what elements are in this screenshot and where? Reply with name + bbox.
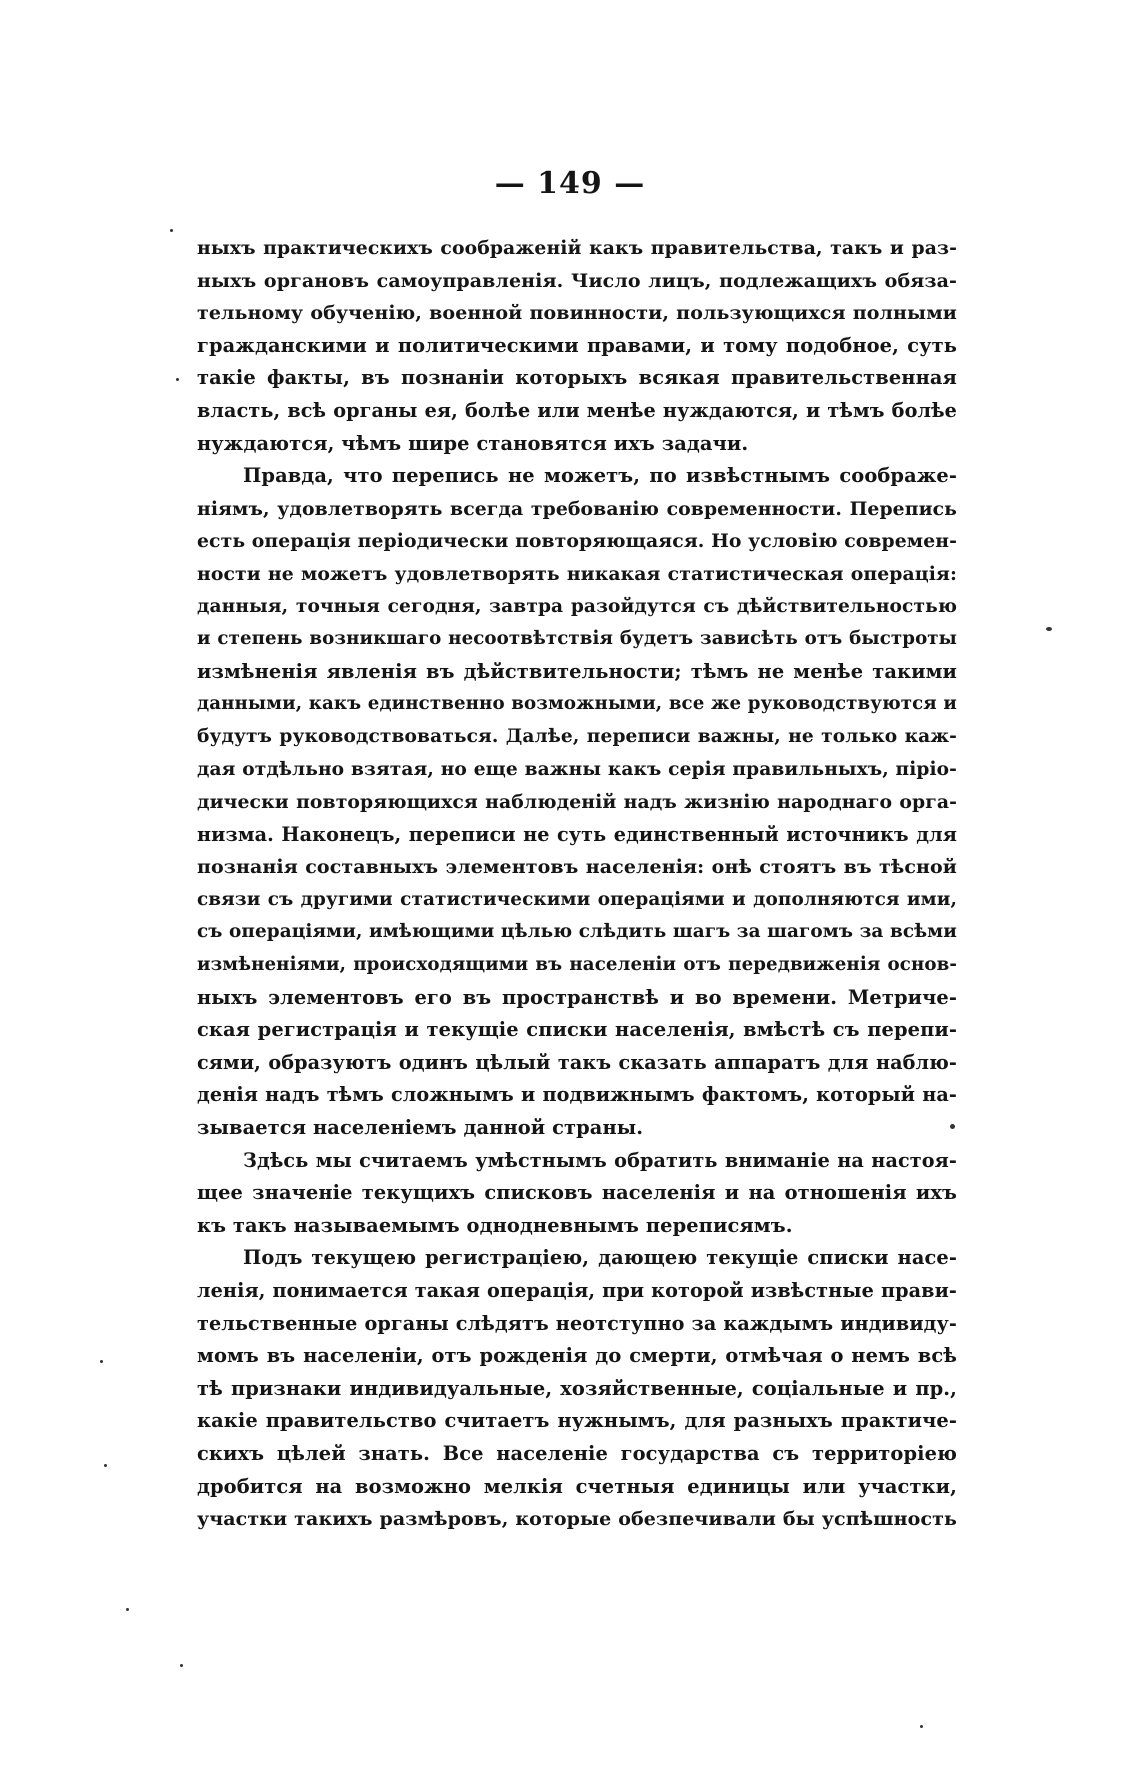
scan-speck bbox=[126, 1608, 129, 1611]
text-line: ленія, понимается такая операція, при которой извѣстные прави- bbox=[197, 1279, 957, 1302]
text-line: такіе факты, въ познаніи которыхъ всякая правительственная bbox=[197, 366, 957, 390]
text-line: измѣненіями, происходящими въ населеніи отъ передвиженія основ- bbox=[197, 954, 957, 976]
text-line: ныхъ элементовъ его въ пространствѣ и во времени. Метриче- bbox=[197, 985, 957, 1009]
text-line: Правда, что перепись не можетъ, по извѣстнымъ соображе- bbox=[243, 464, 957, 488]
text-line: участки такихъ размѣровъ, которые обезпечивали бы успѣшность bbox=[197, 1508, 957, 1531]
text-line: власть, всѣ органы ея, болѣе или менѣе нуждаются, и тѣмъ болѣе bbox=[197, 398, 957, 422]
text-line: данныя, точныя сегодня, завтра разойдутся съ дѣйствительностью bbox=[197, 595, 957, 617]
text-line: нуждаются, чѣмъ шире становятся ихъ задачи. bbox=[197, 431, 749, 455]
text-line: и степень возникшаго несоотвѣтствія будетъ зависѣть отъ быстроты bbox=[197, 628, 957, 650]
text-line: тѣ признаки индивидуальные, хозяйственные, соціальные и пр., bbox=[197, 1376, 957, 1400]
page-number: — 149 — bbox=[494, 166, 646, 201]
text-line: тельному обученію, военной повинности, пользующихся полными bbox=[197, 302, 957, 325]
text-line: ская регистрація и текущіе списки населенія, вмѣстѣ съ перепи- bbox=[197, 1018, 957, 1042]
text-line: момъ въ населеніи, отъ рожденія до смерти, отмѣчая о немъ всѣ bbox=[197, 1344, 957, 1368]
text-line: гражданскими и политическими правами, и тому подобное, суть bbox=[197, 333, 957, 357]
text-line: съ операціями, имѣющими цѣлью слѣдить шагъ за шагомъ за всѣми bbox=[197, 921, 957, 943]
text-line: Здѣсь мы считаемъ умѣстнымъ обратить вниманіе на настоя- bbox=[243, 1148, 957, 1172]
text-line: будутъ руководствоваться. Далѣе, переписи важны, не только каж- bbox=[197, 725, 957, 747]
scan-speck bbox=[920, 1725, 923, 1728]
text-line: есть операція періодически повторяющаяся. Но условію современ- bbox=[197, 530, 957, 553]
text-line: сями, образуютъ одинъ цѣлый такъ сказать аппаратъ для наблю- bbox=[197, 1050, 957, 1074]
text-line: зывается населеніемъ данной страны. bbox=[197, 1116, 644, 1140]
text-line: дически повторяющихся наблюденій надъ жизнію народнаго орга- bbox=[197, 791, 957, 814]
text-line: низма. Наконецъ, переписи не суть единственный источникъ для bbox=[197, 822, 957, 846]
scan-speck bbox=[180, 1664, 183, 1667]
scan-speck bbox=[170, 229, 173, 232]
text-line: ныхъ практическихъ соображеній какъ правительства, такъ и раз- bbox=[197, 237, 957, 259]
text-line: связи съ другими статистическими операціями и дополняются ими, bbox=[197, 888, 957, 910]
text-line: измѣненія явленія въ дѣйствительности; тѣмъ не менѣе такими bbox=[197, 659, 957, 683]
text-line: познанія составныхъ элементовъ населенія: онѣ стоятъ въ тѣсной bbox=[197, 856, 957, 879]
scan-speck bbox=[176, 378, 179, 381]
text-line: какіе правительство считаетъ нужнымъ, для разныхъ практиче- bbox=[197, 1409, 957, 1433]
text-line: Подъ текущею регистраціею, дающею текущіе списки насе- bbox=[243, 1246, 957, 1270]
scan-speck bbox=[104, 1464, 107, 1467]
scan-speck bbox=[1046, 627, 1052, 631]
text-line: дая отдѣльно взятая, но еще важны какъ серія правильныхъ, піріо- bbox=[197, 758, 957, 780]
scan-speck bbox=[950, 1124, 955, 1129]
scan-speck bbox=[100, 1360, 103, 1363]
text-line: ныхъ органовъ самоуправленія. Число лицъ, подлежащихъ обяза- bbox=[197, 269, 957, 292]
text-line: къ такъ называемымъ однодневнымъ переписямъ. bbox=[197, 1213, 793, 1237]
text-line: ности не можетъ удовлетворять никакая статистическая операція: bbox=[197, 562, 957, 585]
text-line: ніямъ, удовлетворять всегда требованію современности. Перепись bbox=[197, 497, 957, 520]
text-line: денія надъ тѣмъ сложнымъ и подвижнымъ фактомъ, который на- bbox=[197, 1083, 957, 1107]
text-line: скихъ цѣлей знать. Все населеніе государства съ территоріею bbox=[197, 1441, 957, 1465]
text-line: данными, какъ единственно возможными, все же руководствуются и bbox=[197, 693, 957, 715]
body-text bbox=[197, 232, 957, 1536]
text-line: щее значеніе текущихъ списковъ населенія и на отношенія ихъ bbox=[197, 1181, 957, 1205]
text-line: тельственные органы слѣдятъ неотступно за каждымъ индивиду- bbox=[197, 1311, 957, 1335]
text-line: дробится на возможно мелкія счетныя единицы или участки, bbox=[197, 1474, 957, 1498]
